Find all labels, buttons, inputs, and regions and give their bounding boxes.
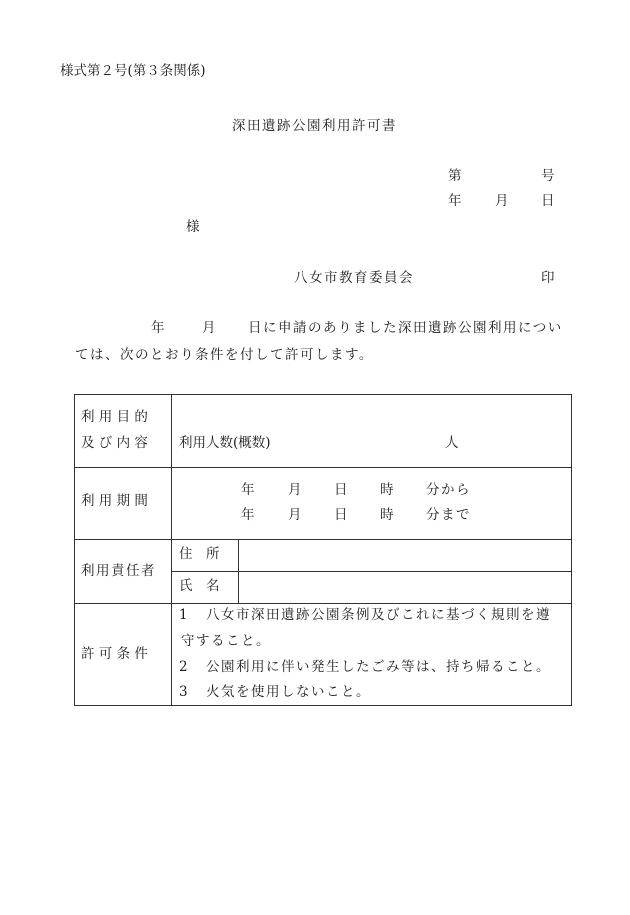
condition-3-number: 3	[179, 684, 188, 700]
purpose-label-1: 利 用 目 的	[81, 409, 148, 425]
row-divider	[75, 539, 571, 540]
seal-mark: 印	[541, 270, 555, 286]
attendees-unit: 人	[445, 435, 459, 451]
responsible-label: 利用責任者	[81, 563, 156, 579]
permit-table	[74, 394, 572, 706]
date-day: 日	[541, 193, 555, 209]
period-label: 利 用 期 間	[81, 493, 148, 509]
period-to-minute: 分まで	[426, 507, 471, 523]
condition-3-text: 火気を使用しないこと。	[206, 684, 371, 700]
condition-2-text: 公園利用に伴い発生したごみ等は、持ち帰ること。	[206, 659, 551, 675]
period-to-year: 年	[241, 507, 255, 523]
form-number: 様式第２号(第３条関係)	[60, 63, 206, 79]
period-to-month: 月	[288, 507, 302, 523]
period-from-month: 月	[288, 482, 302, 498]
name-label: 氏 名	[179, 578, 220, 594]
condition-1-text: 八女市深田遺跡公園条例及びこれに基づく規則を遵	[206, 607, 551, 623]
condition-1-continued: 守すること。	[181, 633, 271, 649]
period-to-hour: 時	[380, 507, 394, 523]
body-month: 月	[202, 320, 216, 336]
period-from-minute: 分から	[426, 482, 471, 498]
period-to-day: 日	[334, 507, 348, 523]
period-from-hour: 時	[380, 482, 394, 498]
date-year: 年	[448, 193, 462, 209]
purpose-label-2: 及 び 内 容	[81, 435, 148, 451]
column-divider	[171, 395, 172, 705]
period-from-day: 日	[334, 482, 348, 498]
conditions-label: 許 可 条 件	[81, 646, 148, 662]
addressee-suffix: 様	[186, 219, 200, 235]
body-line-2: ては、次のとおり条件を付して許可します。	[75, 347, 374, 363]
row-divider	[171, 571, 571, 572]
body-year: 年	[151, 320, 165, 336]
address-label: 住 所	[179, 546, 220, 562]
condition-2-number: 2	[179, 659, 188, 675]
issuer-name: 八女市教育委員会	[294, 270, 414, 286]
period-from-year: 年	[241, 482, 255, 498]
attendees-label: 利用人数(概数)	[179, 435, 271, 451]
row-divider	[75, 603, 571, 604]
body-line-1: 日に申請のありました深田遺跡公園利用につい	[248, 320, 563, 336]
document-title: 深田遺跡公園利用許可書	[232, 118, 397, 134]
date-month: 月	[495, 193, 509, 209]
column-divider	[238, 539, 239, 603]
row-divider	[75, 467, 571, 468]
doc-number-prefix: 第	[448, 168, 462, 184]
doc-number-suffix: 号	[541, 168, 555, 184]
condition-1-number: 1	[179, 607, 188, 623]
